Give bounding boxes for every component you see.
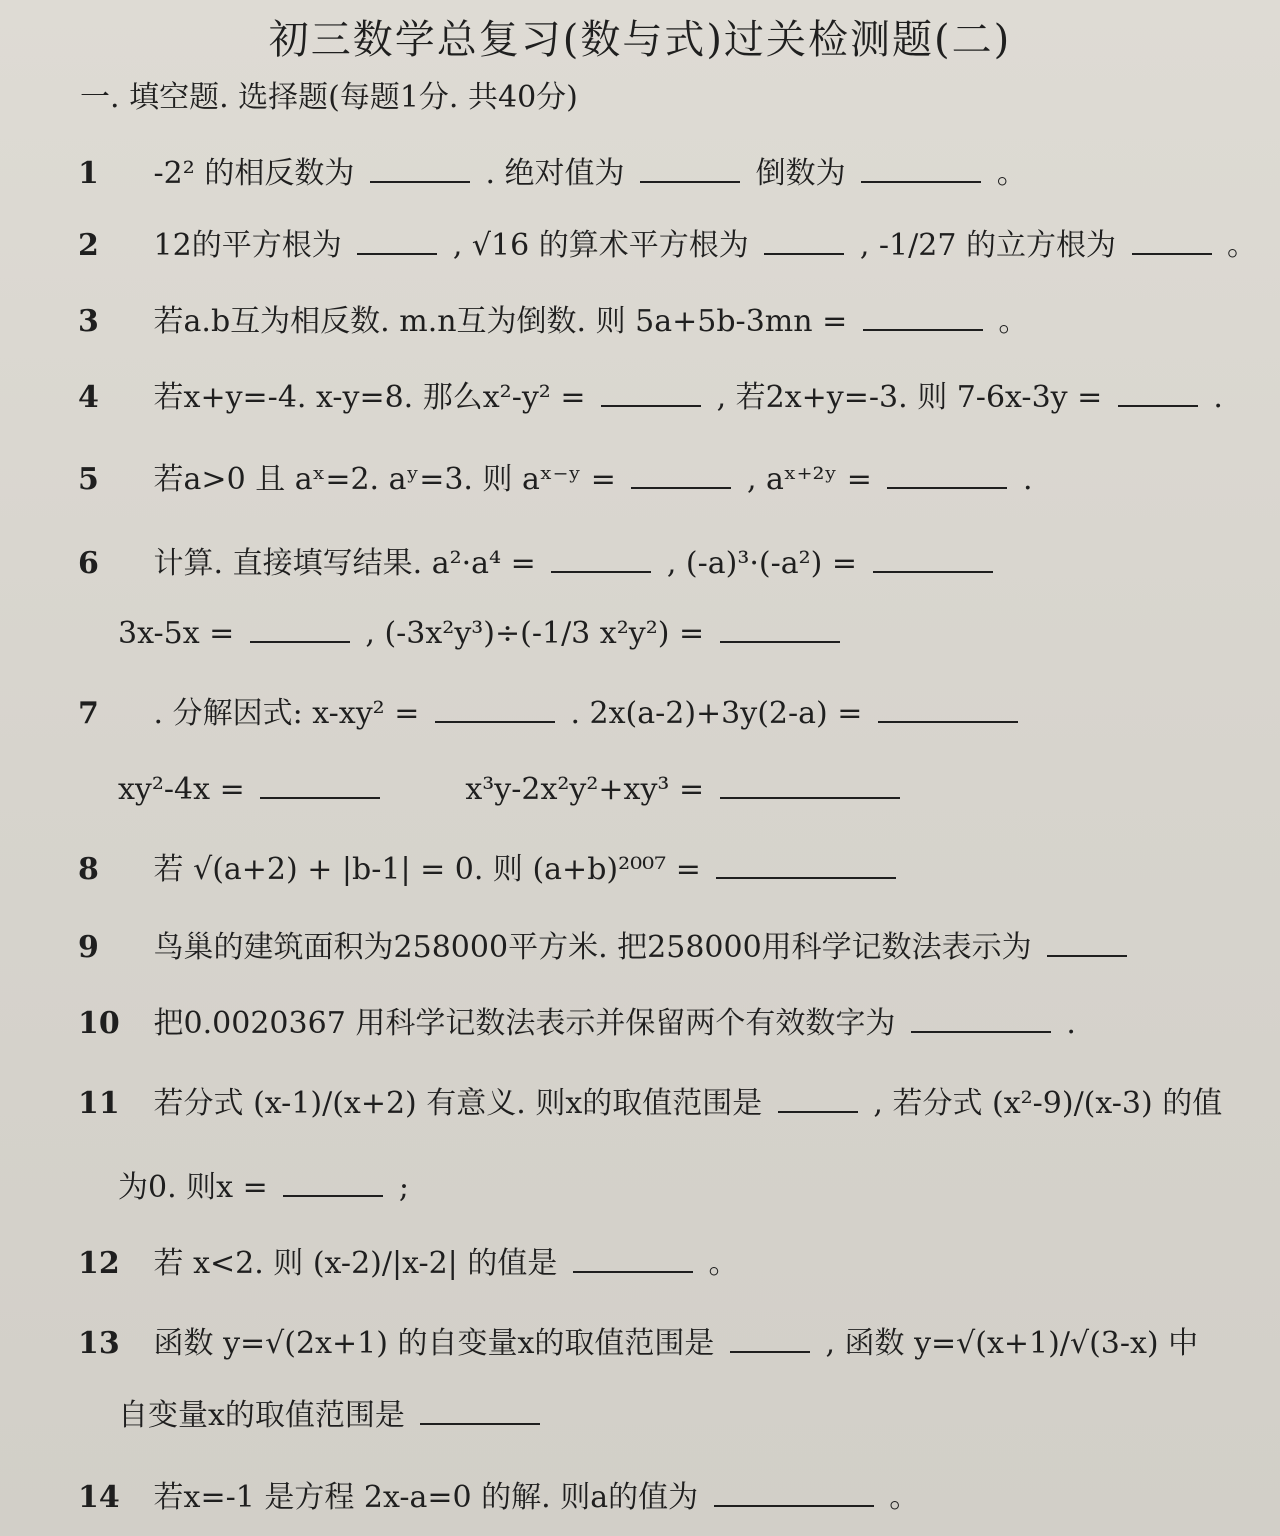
question-text: . 绝对值为 (485, 156, 625, 191)
answer-blank[interactable] (911, 1005, 1051, 1033)
question-13 (78, 1320, 1250, 1368)
question-number: 7 (78, 696, 99, 731)
answer-blank[interactable] (601, 379, 701, 407)
question-number: 13 (78, 1326, 120, 1361)
question-text: 若a>0 且 aˣ=2. aʸ=3. 则 aˣ⁻ʸ = (153, 462, 616, 497)
answer-blank[interactable] (357, 227, 437, 255)
answer-blank[interactable] (861, 155, 981, 183)
answer-blank[interactable] (1118, 379, 1198, 407)
answer-blank[interactable] (631, 461, 731, 489)
question-7 (78, 690, 1250, 738)
answer-blank[interactable] (778, 1085, 858, 1113)
question-6 (78, 540, 1250, 588)
question-text: xy²-4x = (118, 772, 245, 807)
section-heading: 一. 填空题. 选择题(每题1分. 共40分) (80, 80, 578, 115)
question-text: 若x+y=-4. x-y=8. 那么x²-y² = (153, 380, 586, 415)
question-3 (78, 298, 1250, 346)
question-text: 若 x<2. 则 (x-2)/|x-2| 的值是 (153, 1246, 558, 1281)
question-text: 计算. 直接填写结果. a²·a⁴ = (153, 546, 536, 581)
question-4 (78, 374, 1250, 422)
question-1 (78, 150, 1250, 198)
question-end: . (1213, 380, 1223, 415)
question-text: 若x=-1 是方程 2x-a=0 的解. 则a的值为 (153, 1480, 699, 1515)
question-end: . (1066, 1006, 1076, 1041)
question-8 (78, 846, 1250, 894)
question-12 (78, 1240, 1250, 1288)
question-text: , -1/27 的立方根为 (859, 228, 1116, 263)
answer-blank[interactable] (730, 1325, 810, 1353)
question-text: 12的平方根为 (153, 228, 342, 263)
question-number: 1 (78, 156, 99, 191)
question-text: , 若分式 (x²-9)/(x-3) 的值 (873, 1086, 1223, 1121)
question-end: 。 (1227, 228, 1258, 263)
question-number: 9 (78, 930, 99, 965)
answer-blank[interactable] (260, 771, 380, 799)
page-title: 初三数学总复习(数与式)过关检测题(二) (268, 17, 1012, 63)
question-text: . 分解因式: x-xy² = (153, 696, 420, 731)
question-text: , aˣ⁺²ʸ = (746, 462, 872, 497)
question-11 (78, 1080, 1250, 1128)
question-text: 若分式 (x-1)/(x+2) 有意义. 则x的取值范围是 (153, 1086, 763, 1121)
question-text: , (-3x²y³)÷(-1/3 x²y²) = (365, 616, 705, 651)
answer-blank[interactable] (370, 155, 470, 183)
question-text: 若 √(a+2) + |b-1| = 0. 则 (a+b)²⁰⁰⁷ = (153, 852, 701, 887)
question-number: 2 (78, 228, 99, 263)
question-end: . (1022, 462, 1033, 497)
question-number: 10 (78, 1006, 120, 1041)
question-number: 6 (78, 546, 99, 581)
answer-blank[interactable] (716, 851, 896, 879)
question-11-continued (78, 1164, 1250, 1212)
question-text: x³y-2x²y²+xy³ = (465, 772, 705, 807)
answer-blank[interactable] (878, 695, 1018, 723)
question-end: 。 (889, 1480, 920, 1515)
answer-blank[interactable] (714, 1479, 874, 1507)
question-text: 函数 y=√(2x+1) 的自变量x的取值范围是 (153, 1326, 715, 1361)
question-number: 14 (78, 1480, 120, 1515)
question-number: 3 (78, 304, 99, 339)
question-text: , 若2x+y=-3. 则 7-6x-3y = (716, 380, 1103, 415)
answer-blank[interactable] (863, 303, 983, 331)
question-end: 。 (708, 1246, 739, 1281)
question-number: 11 (78, 1086, 120, 1121)
answer-blank[interactable] (887, 461, 1007, 489)
answer-blank[interactable] (720, 615, 840, 643)
answer-blank[interactable] (250, 615, 350, 643)
question-text: . 2x(a-2)+3y(2-a) = (570, 696, 863, 731)
question-number: 8 (78, 852, 99, 887)
question-text: 倒数为 (755, 156, 846, 191)
question-text: 自变量x的取值范围是 (118, 1398, 405, 1433)
question-2 (78, 222, 1258, 270)
question-text: -2² 的相反数为 (153, 156, 355, 191)
question-text: 把0.0020367 用科学记数法表示并保留两个有效数字为 (153, 1006, 896, 1041)
question-9 (78, 924, 1250, 972)
question-text: , √16 的算术平方根为 (452, 228, 749, 263)
question-end: 。 (998, 304, 1029, 339)
question-10 (78, 1000, 1250, 1048)
answer-blank[interactable] (420, 1397, 540, 1425)
question-number: 5 (78, 462, 99, 497)
answer-blank[interactable] (573, 1245, 693, 1273)
question-text: 鸟巢的建筑面积为258000平方米. 把258000用科学记数法表示为 (153, 930, 1032, 965)
question-7-continued (78, 766, 1250, 814)
answer-blank[interactable] (720, 771, 900, 799)
question-6-continued (78, 610, 1250, 658)
question-5 (78, 456, 1250, 504)
answer-blank[interactable] (435, 695, 555, 723)
question-text: 3x-5x = (118, 616, 235, 651)
question-14 (78, 1474, 1250, 1522)
answer-blank[interactable] (551, 545, 651, 573)
question-text: , 函数 y=√(x+1)/√(3-x) 中 (825, 1326, 1199, 1361)
question-text: 为0. 则x = (118, 1170, 268, 1205)
question-number: 12 (78, 1246, 120, 1281)
question-end: ; (398, 1170, 409, 1205)
answer-blank[interactable] (764, 227, 844, 255)
question-text: 若a.b互为相反数. m.n互为倒数. 则 5a+5b-3mn = (153, 304, 848, 339)
question-end: 。 (996, 156, 1027, 191)
question-text: , (-a)³·(-a²) = (666, 546, 858, 581)
answer-blank[interactable] (1047, 929, 1127, 957)
question-number: 4 (78, 380, 99, 415)
question-13-continued (78, 1392, 1250, 1440)
answer-blank[interactable] (1132, 227, 1212, 255)
answer-blank[interactable] (873, 545, 993, 573)
answer-blank[interactable] (283, 1169, 383, 1197)
answer-blank[interactable] (640, 155, 740, 183)
